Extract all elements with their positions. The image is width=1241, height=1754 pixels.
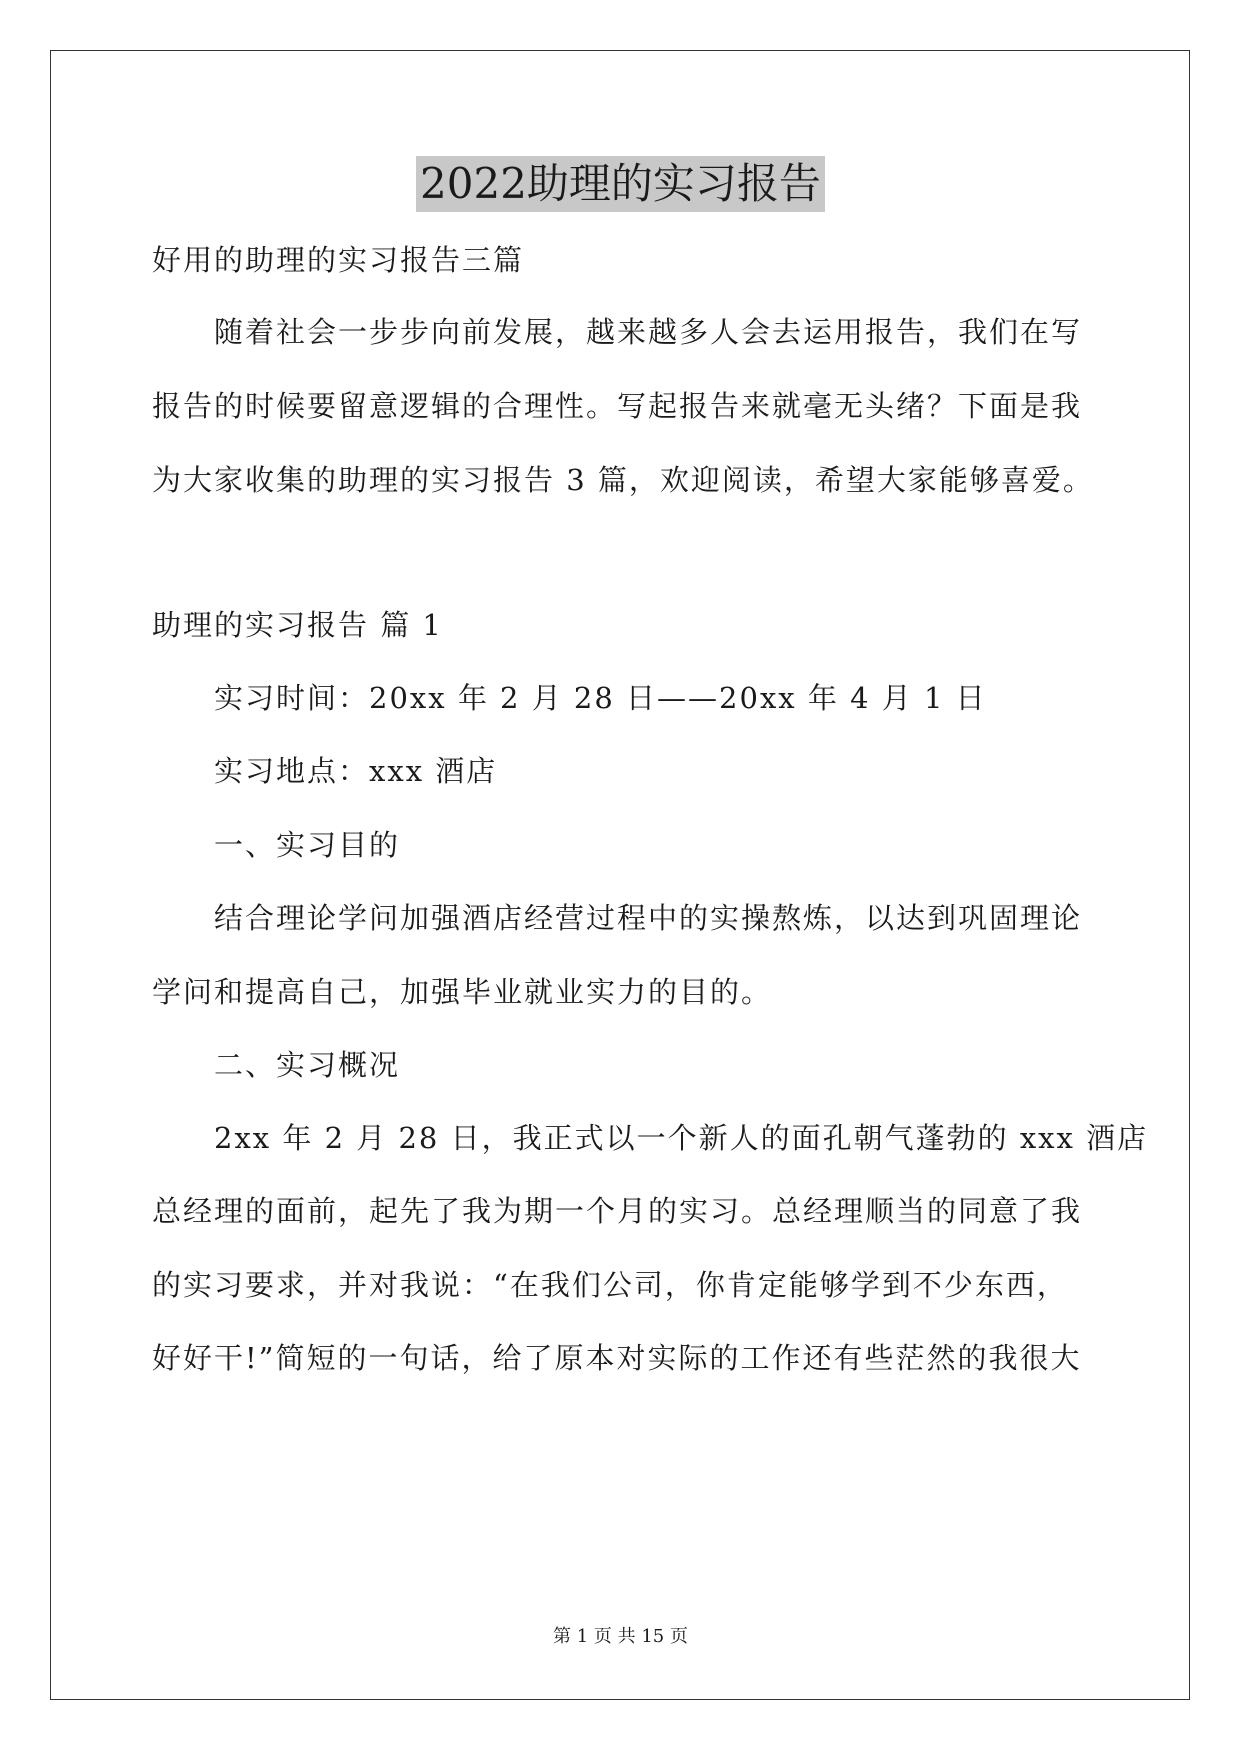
paragraph-line: 报告的时候要留意逻辑的合理性。写起报告来就毫无头绪？下面是我 [152,389,1083,423]
title-container [0,156,1241,212]
paragraph-line: 随着社会一步步向前发展，越来越多人会去运用报告，我们在写 [214,315,1083,349]
document-title: 2022助理的实习报告 [416,156,825,212]
paragraph-line: 总经理的面前，起先了我为期一个月的实习。总经理顺当的同意了我 [152,1194,1083,1228]
subsection-heading: 二、实习概况 [214,1048,401,1082]
subtitle-line: 好用的助理的实习报告三篇 [152,243,525,277]
section-heading: 助理的实习报告 篇 1 [152,608,443,642]
paragraph-line: 2xx 年 2 月 28 日，我正式以一个新人的面孔朝气蓬勃的 xxx 酒店 [214,1121,1149,1155]
paragraph-line: 学问和提高自己，加强毕业就业实力的目的。 [152,975,773,1009]
paragraph-line: 的实习要求，并对我说：“在我们公司，你肯定能够学到不少东西， [152,1268,1068,1302]
paragraph-line: 结合理论学问加强酒店经营过程中的实操熬炼，以达到巩固理论 [214,901,1083,935]
paragraph-line: 好好干!”简短的一句话，给了原本对实际的工作还有些茫然的我很大 [152,1341,1082,1375]
paragraph-line: 为大家收集的助理的实习报告 3 篇，欢迎阅读，希望大家能够喜爱。 [152,463,1094,497]
paragraph-line: 实习地点：xxx 酒店 [214,754,498,788]
subsection-heading: 一、实习目的 [214,828,401,862]
paragraph-line: 实习时间：20xx 年 2 月 28 日——20xx 年 4 月 1 日 [214,681,987,715]
page-border [50,50,1190,1700]
page-number-footer: 第 1 页 共 15 页 [553,1626,688,1647]
